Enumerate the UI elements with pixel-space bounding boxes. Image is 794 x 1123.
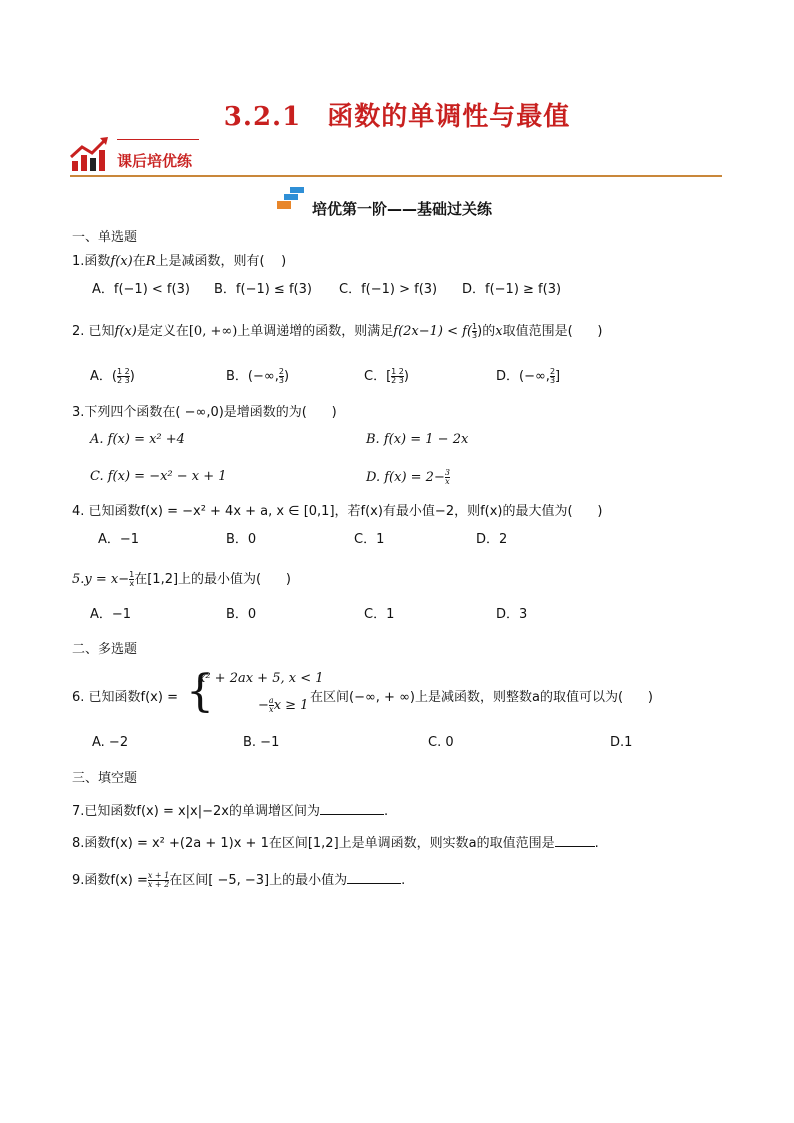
q4-option-b: B．0	[226, 532, 257, 547]
q3-option-b: B. f(x) = 1 − 2x	[366, 432, 469, 447]
question-6-stem: 6. 已知函数f(x) =	[72, 690, 178, 705]
tag-label: 课后培优练	[117, 152, 193, 170]
answer-blank-9[interactable]	[347, 871, 401, 884]
q4-option-a: A．−1	[98, 532, 140, 547]
piecewise-brace: {	[186, 666, 214, 717]
level-title: 培优第一阶——基础过关练	[312, 200, 493, 218]
answer-blank-7[interactable]	[320, 802, 384, 815]
answer-blank-8[interactable]	[555, 834, 595, 847]
q2-option-c: C．[ $\frac{1 2}{2 3}$ )	[364, 367, 409, 385]
q1-option-a: A．f(−1) < f(3)	[92, 282, 190, 297]
question-8: 8.函数f(x) = x² +(2a + 1)x + 1在区间[1,2]上是单调函数，则实数a的取值范围是 .	[72, 836, 599, 851]
section-number: 3.2.1	[223, 102, 302, 132]
q1-option-d: D．f(−1) ≥ f(3)	[462, 282, 562, 297]
question-4: 4. 已知函数f(x) = −x² + 4x + a, x ∈ [0,1]，若f(x)有最小值−2，则f(x)的最大值为( )	[72, 504, 603, 519]
q3-option-a: A. f(x) = x² +4	[90, 432, 185, 447]
section-title: 函数的单调性与最值	[327, 102, 571, 132]
section-heading-single: 一、单选题	[72, 230, 138, 245]
q4-option-d: D．2	[476, 532, 508, 547]
q4-option-c: C．1	[354, 532, 385, 547]
q9-fraction: $\frac{x + 1}{x + 2}$	[147, 871, 170, 889]
section-heading-fill: 三、填空题	[72, 771, 138, 786]
section-heading-multi: 二、多选题	[72, 642, 138, 657]
q6-option-d: D.1	[610, 735, 633, 750]
q5-option-b: B．0	[226, 607, 257, 622]
stairs-icon	[276, 187, 306, 211]
question-3: 3.下列四个函数在( −∞,0)是增函数的为( )	[72, 405, 337, 420]
question-2: 2. 已知f(x)是定义在[0, +∞)上单调递增的函数，则满足f(2x−1) < f( $\frac{1}{3}$ )的x取值范围是( )	[72, 322, 603, 340]
q6-option-a: A. −2	[92, 735, 129, 750]
q5-option-d: D．3	[496, 607, 528, 622]
q2-option-d: D．(−∞, $\frac{2}{3}$ ]	[496, 367, 561, 385]
q3-option-d: D. f(x) = 2− $\frac{3}{x}$	[366, 468, 450, 486]
q6-option-b: B. −1	[243, 735, 280, 750]
q1-option-b: B．f(−1) ≤ f(3)	[214, 282, 312, 297]
q6-option-c: C. 0	[428, 735, 454, 750]
tag-rule	[117, 139, 199, 140]
q1-option-c: C．f(−1) > f(3)	[339, 282, 438, 297]
q5-option-c: C．1	[364, 607, 395, 622]
question-1: 1.函数f(x)在R上是减函数，则有( )	[72, 254, 287, 269]
question-6: 在区间(−∞, + ∞)上是减函数，则整数a的取值可以为( )	[310, 690, 653, 705]
growth-chart-icon	[70, 135, 110, 173]
q2-fraction: $\frac{1}{3}$	[472, 322, 478, 340]
question-7: 7.已知函数f(x) = x|x|−2x的单调增区间为 .	[72, 804, 389, 819]
q3-option-c: C. f(x) = −x² − x + 1	[90, 469, 227, 484]
question-9: 9.函数f(x) = $\frac{x + 1}{x + 2}$ 在区间[ −5, −3]上的最小值为 .	[72, 871, 406, 889]
q6-case-2: − $\frac{a}{x}$ x ≥ 1	[258, 696, 309, 714]
page-title	[0, 96, 794, 133]
q2-option-a: A．( $\frac{1 2}{2 3}$ )	[90, 367, 135, 385]
q5-option-a: A．−1	[90, 607, 132, 622]
q6-case-1: x² + 2ax + 5, x < 1	[198, 671, 324, 686]
header-divider	[70, 175, 722, 177]
question-5: 5.y = x− $\frac{1}{x}$ 在[1,2]上的最小值为( )	[72, 570, 291, 588]
q2-option-b: B．(−∞, $\frac{2}{3}$ )	[226, 367, 290, 385]
